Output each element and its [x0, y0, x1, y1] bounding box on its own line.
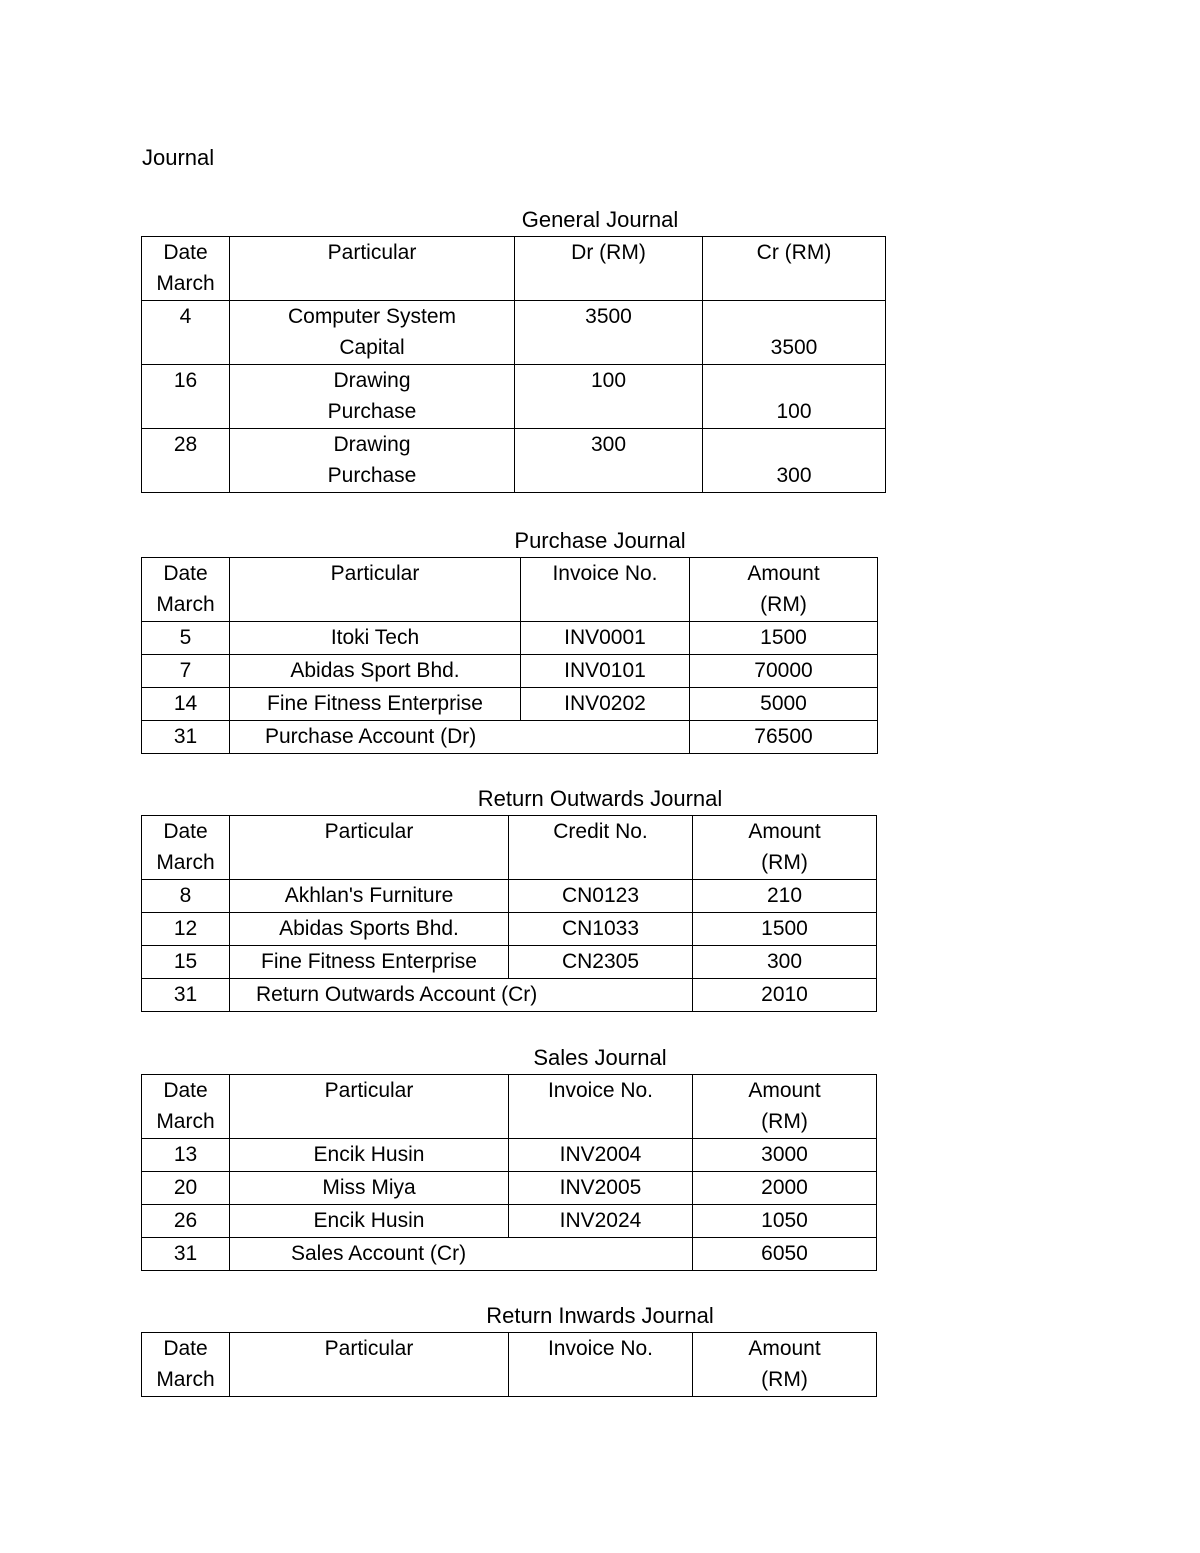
header-credit-no: Credit No. — [509, 816, 693, 880]
cell-particular: Abidas Sport Bhd. — [230, 655, 521, 688]
return-inwards-journal-table — [141, 1332, 877, 1397]
header-amount: Amount (RM) — [693, 1333, 877, 1397]
table-row — [142, 913, 877, 946]
cell-total-amount: 76500 — [690, 721, 878, 754]
table-header-row — [142, 1075, 877, 1139]
cell-particular: Encik Husin — [230, 1139, 509, 1172]
cell-amount: 1500 — [693, 913, 877, 946]
cell-credit-no: CN2305 — [509, 946, 693, 979]
table-header-row — [142, 1333, 877, 1397]
cell-dr: 100 — [515, 365, 703, 429]
cell-cr: 100 — [703, 365, 886, 429]
cell-invoice-no: INV0001 — [521, 622, 690, 655]
sales-journal-table — [141, 1074, 877, 1271]
header-amount: Amount (RM) — [693, 1075, 877, 1139]
cell-date: 20 — [142, 1172, 230, 1205]
header-particular: Particular — [230, 816, 509, 880]
general-journal-title: General Journal — [521, 207, 679, 232]
table-row — [142, 1205, 877, 1238]
cell-invoice-no: INV2005 — [509, 1172, 693, 1205]
cell-amount: 5000 — [690, 688, 878, 721]
cell-amount: 2000 — [693, 1172, 877, 1205]
cell-amount: 1050 — [693, 1205, 877, 1238]
purchase-journal-title: Purchase Journal — [514, 528, 686, 553]
cell-amount: 3000 — [693, 1139, 877, 1172]
return-outwards-journal-table — [141, 815, 877, 1012]
return-inwards-journal-title: Return Inwards Journal — [486, 1303, 714, 1328]
table-row — [142, 1139, 877, 1172]
cell-cr: 3500 — [703, 301, 886, 365]
cell-amount: 1500 — [690, 622, 878, 655]
cell-invoice-no: INV0101 — [521, 655, 690, 688]
table-row — [142, 946, 877, 979]
cell-particular: Drawing Purchase — [230, 365, 515, 429]
table-total-row — [142, 721, 878, 754]
table-row — [142, 1172, 877, 1205]
sales-journal-title: Sales Journal — [533, 1045, 667, 1070]
cell-invoice-no: INV0202 — [521, 688, 690, 721]
cell-dr: 300 — [515, 429, 703, 493]
header-particular: Particular — [230, 237, 515, 301]
header-date: Date March — [142, 816, 230, 880]
cell-invoice-no: INV2024 — [509, 1205, 693, 1238]
table-row — [142, 880, 877, 913]
header-invoice-no: Invoice No. — [509, 1333, 693, 1397]
purchase-journal-table — [141, 557, 878, 754]
cell-cr: 300 — [703, 429, 886, 493]
table-header-row — [142, 558, 878, 622]
header-amount: Amount (RM) — [690, 558, 878, 622]
header-particular: Particular — [230, 1075, 509, 1139]
cell-credit-no: CN0123 — [509, 880, 693, 913]
cell-particular: Encik Husin — [230, 1205, 509, 1238]
cell-date: 7 — [142, 655, 230, 688]
table-row — [142, 365, 886, 429]
cell-invoice-no: INV2004 — [509, 1139, 693, 1172]
cell-date: 31 — [142, 721, 230, 754]
header-dr: Dr (RM) — [515, 237, 703, 301]
cell-particular: Fine Fitness Enterprise — [230, 946, 509, 979]
cell-amount: 300 — [693, 946, 877, 979]
cell-particular: Fine Fitness Enterprise — [230, 688, 521, 721]
cell-date: 13 — [142, 1139, 230, 1172]
cell-total-amount: 2010 — [693, 979, 877, 1012]
cell-particular: Abidas Sports Bhd. — [230, 913, 509, 946]
cell-total-particular: Purchase Account (Dr) — [230, 721, 690, 754]
cell-date: 8 — [142, 880, 230, 913]
cell-date: 14 — [142, 688, 230, 721]
cell-date: 5 — [142, 622, 230, 655]
header-date: Date March — [142, 237, 230, 301]
cell-credit-no: CN1033 — [509, 913, 693, 946]
table-total-row — [142, 979, 877, 1012]
cell-total-particular: Sales Account (Cr) — [230, 1238, 693, 1271]
cell-particular: Akhlan's Furniture — [230, 880, 509, 913]
cell-total-particular: Return Outwards Account (Cr) — [230, 979, 693, 1012]
table-row — [142, 301, 886, 365]
cell-date: 12 — [142, 913, 230, 946]
cell-dr: 3500 — [515, 301, 703, 365]
table-row — [142, 655, 878, 688]
cell-date: 28 — [142, 429, 230, 493]
table-row — [142, 688, 878, 721]
return-outwards-journal-title: Return Outwards Journal — [477, 786, 723, 811]
cell-date: 15 — [142, 946, 230, 979]
header-particular: Particular — [230, 1333, 509, 1397]
header-date: Date March — [142, 1333, 230, 1397]
table-row — [142, 622, 878, 655]
table-header-row — [142, 816, 877, 880]
header-cr: Cr (RM) — [703, 237, 886, 301]
cell-amount: 210 — [693, 880, 877, 913]
cell-date: 31 — [142, 979, 230, 1012]
header-particular: Particular — [230, 558, 521, 622]
header-invoice-no: Invoice No. — [509, 1075, 693, 1139]
general-journal-table — [141, 236, 886, 493]
header-date: Date March — [142, 558, 230, 622]
cell-date: 4 — [142, 301, 230, 365]
cell-particular: Computer System Capital — [230, 301, 515, 365]
cell-total-amount: 6050 — [693, 1238, 877, 1271]
cell-particular: Miss Miya — [230, 1172, 509, 1205]
cell-particular: Itoki Tech — [230, 622, 521, 655]
header-amount: Amount (RM) — [693, 816, 877, 880]
page-title: Journal — [142, 145, 215, 170]
header-invoice-no: Invoice No. — [521, 558, 690, 622]
cell-amount: 70000 — [690, 655, 878, 688]
table-row — [142, 429, 886, 493]
cell-date: 26 — [142, 1205, 230, 1238]
table-header-row — [142, 237, 886, 301]
table-total-row — [142, 1238, 877, 1271]
cell-date: 16 — [142, 365, 230, 429]
cell-particular: Drawing Purchase — [230, 429, 515, 493]
cell-date: 31 — [142, 1238, 230, 1271]
header-date: Date March — [142, 1075, 230, 1139]
